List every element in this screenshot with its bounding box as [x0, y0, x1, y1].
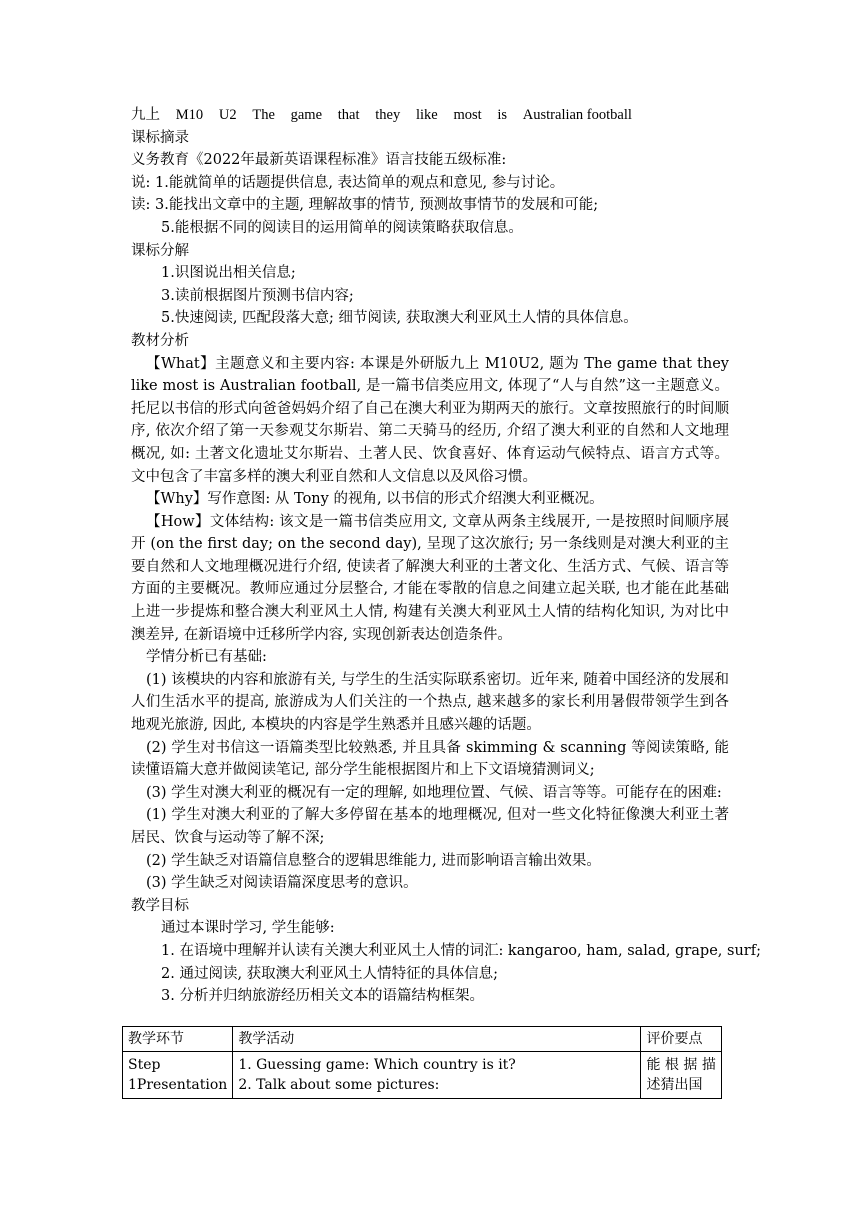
lesson-title [131, 104, 632, 127]
mubiao-intro: 通过本课时学习, 学生能够: [161, 920, 335, 937]
kebiao-intro: 义务教育《2022年最新英语课程标准》语言技能五级标准: [131, 152, 507, 169]
header-evaluation: 评价要点 [641, 1027, 722, 1052]
difficulty-item-2: (2) 学生缺乏对语篇信息整合的逻辑思维能力, 进而影响语言输出效果。 [146, 852, 601, 869]
section-heading-mubiao: 教学目标 [131, 897, 189, 914]
title-word: game [290, 107, 323, 123]
activity-line: 1. Guessing game: Which country is it? [238, 1057, 516, 1073]
fenjie-item: 3.读前根据图片预测书信内容; [161, 287, 354, 304]
standard-reading-3: 读: 3.能找出文章中的主题, 理解故事的情节, 预测故事情节的发展和可能; [131, 197, 599, 214]
fenjie-item: 5.快速阅读, 匹配段落大意; 细节阅读, 获取澳大利亚风土人情的具体信息。 [161, 310, 638, 327]
xueqing-item-2: (2) 学生对书信这一语篇类型比较熟悉, 并且具备 skimming & scanning 等阅读策略, 能读懂语篇大意并做阅读笔记, 部分学生能根据图片和上下文语境猜测词义; [131, 739, 729, 779]
title-word: is [497, 107, 508, 123]
header-stage: 教学环节 [123, 1027, 233, 1052]
xueqing-intro: 学情分析已有基础: [146, 649, 267, 666]
cell-stage [123, 1052, 233, 1099]
cell-activity [233, 1052, 641, 1099]
header-activity: 教学活动 [233, 1027, 641, 1052]
teaching-process-table [122, 1026, 722, 1099]
title-word: they [375, 107, 401, 123]
standard-speaking: 说: 1.能就简单的话题提供信息, 表达简单的观点和意见, 参与讨论。 [131, 174, 565, 191]
activity-line: 2. Talk about some pictures: [238, 1077, 440, 1093]
why-paragraph: 【Why】写作意图: 从 Tony 的视角, 以书信的形式介绍澳大利亚概况。 [146, 491, 604, 508]
section-heading-jiaocai: 教材分析 [131, 332, 189, 349]
what-paragraph: 【What】主题意义和主要内容: 本课是外研版九上 M10U2, 题为 The game that they like most is Australian football, 是一篇书信类应用文, 体现了“人与自然”这一主题意义。托尼以书信的形式向爸爸妈妈介绍了自己在澳大利亚为期两天的旅行。文章按照旅行的时间顺序, 依次介绍了第一天参观艾尔斯岩、第二天骑马的经历, 介绍了澳大利亚的自然和人文地理概况, 如: 土著文化遗址艾尔斯岩、土著人民、饮食喜好、体育运动气候特点、语言方式等。文中包含了丰富多样的澳大利亚自然和人文信息以及风俗习惯。 [131, 355, 729, 485]
title-word: The [252, 107, 275, 123]
table-header-row [123, 1027, 722, 1052]
title-word: U2 [218, 107, 237, 123]
goal-item: 2. 通过阅读, 获取澳大利亚风土人情特征的具体信息; [161, 965, 499, 982]
evaluation-line: 述猜出国 [646, 1077, 703, 1093]
section-heading-kebiao: 课标摘录 [131, 129, 189, 146]
xueqing-item-3: (3) 学生对澳大利亚的概况有一定的理解, 如地理位置、气候、语言等等。可能存在的困难: [146, 784, 722, 801]
document-body [131, 104, 761, 1008]
title-word: most [453, 107, 482, 123]
how-paragraph: 【How】文体结构: 该文是一篇书信类应用文, 文章从两条主线展开, 一是按照时间顺序展开 (on the first day; on the second day), 呈现了这次旅行; 另一条线则是对澳大利亚的主要自然和人文地理概况进行介绍, 使读者了解澳大利亚的土著文化、生活方式、气候、语言等方面的主要概况。教师应通过分层整合, 才能在零散的信息之间建立起关联, 也才能在此基础上进一步提炼和整合澳大利亚风土人情, 构建有关澳大利亚风土人情的结构化知识, 为对比中澳差异, 在新语境中迁移所学内容, 实现创新表达创造条件。 [131, 513, 729, 643]
title-word: like [415, 107, 438, 123]
standard-reading-5: 5.能根据不同的阅读目的运用简单的阅读策略获取信息。 [161, 219, 523, 236]
stage-line: Step [128, 1057, 161, 1073]
title-word: 九上 [131, 107, 160, 123]
evaluation-line: 能 根 据 描 [646, 1057, 716, 1073]
difficulty-item-1: (1) 学生对澳大利亚的了解大多停留在基本的地理概况, 但对一些文化特征像澳大利亚土著居民、饮食与运动等了解不深; [131, 807, 729, 846]
table-row [123, 1052, 722, 1099]
section-heading-fenjie: 课标分解 [131, 242, 189, 259]
xueqing-item-1: (1) 该模块的内容和旅游有关, 与学生的生活实际联系密切。近年来, 随着中国经济的发展和人们生活水平的提高, 旅游成为人们关注的一个热点, 越来越多的家长利用暑假带领学生到各地观光旅游, 因此, 本模块的内容是学生熟悉并且感兴趣的话题。 [131, 671, 729, 734]
goal-item: 3. 分析并归纳旅游经历相关文本的语篇结构框架。 [161, 988, 484, 1005]
goal-item: 1. 在语境中理解并认读有关澳大利亚风土人情的词汇: kangaroo, ham, salad, grape, surf; [161, 942, 761, 959]
difficulty-item-3: (3) 学生缺乏对阅读语篇深度思考的意识。 [146, 875, 418, 892]
title-word: Australian football [522, 107, 632, 123]
title-word: M10 [175, 107, 204, 123]
stage-line: 1Presentation [128, 1077, 228, 1093]
cell-evaluation [641, 1052, 722, 1099]
fenjie-item: 1.识图说出相关信息; [161, 265, 296, 282]
title-word: that [337, 107, 360, 123]
